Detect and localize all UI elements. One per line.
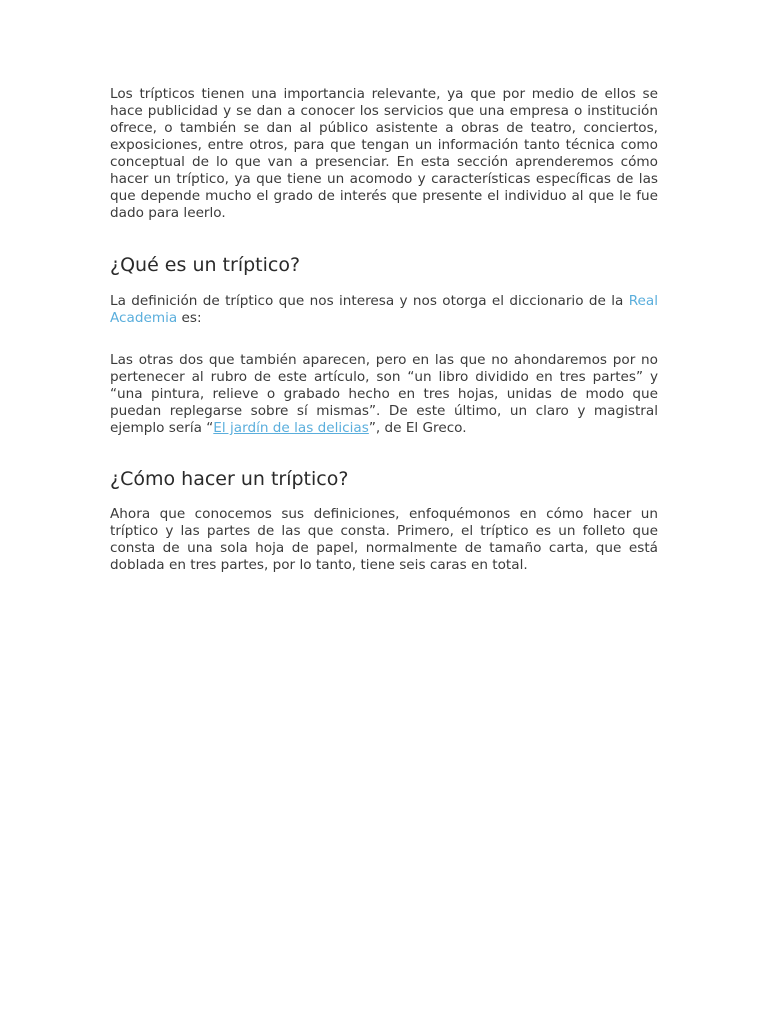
other-definitions-text-start: Las otras dos que también aparecen, pero en las que no ahondaremos por no pertenecer al rubro de este artículo, son “un libro dividido en tres partes” y “una pintura, relieve o grabado hecho en tres hojas, unidas de modo que puedan replegarse sobre sí mismas”. De este último, un claro y magistral ejemplo sería “ — [110, 352, 658, 436]
heading-how-to-make: ¿Cómo hacer un tríptico? — [110, 468, 349, 490]
intro-paragraph: Los trípticos tienen una importancia relevante, ya que por medio de ellos se hace publicidad y se dan a conocer los servicios que una empresa o institución ofrece, o también se dan al público asistente a obras de teatro, conciertos, exposiciones, entre otros, para que tengan un información tanto técnica como conceptual de lo que van a presenciar. En esta sección aprenderemos cómo hacer un tríptico, ya que tiene un acomodo y características específicas de las que depende mucho el grado de interés que presente el individuo al que le fue dado para leerlo. — [110, 86, 658, 221]
heading-what-is-triptych: ¿Qué es un tríptico? — [110, 254, 301, 276]
how-to-paragraph: Ahora que conocemos sus definiciones, enfoquémonos en cómo hacer un tríptico y las partes de las que consta. Primero, el tríptico es un folleto que consta de una sola hoja de papel, normalmente de tamaño carta, que está doblada en tres partes, por lo tanto, tiene seis caras en total. — [110, 506, 658, 573]
definition-paragraph — [110, 293, 658, 327]
other-definitions-paragraph — [110, 352, 658, 437]
definition-text-end: es: — [177, 310, 202, 326]
other-definitions-text-end: ”, de El Greco. — [368, 420, 467, 436]
jardin-delicias-link[interactable]: El jardín de las delicias — [213, 420, 369, 436]
document-body — [110, 86, 658, 574]
definition-text-start: La definición de tríptico que nos interesa y nos otorga el diccionario de la — [110, 293, 629, 309]
real-academia-link[interactable]: Real Academia — [110, 293, 658, 326]
